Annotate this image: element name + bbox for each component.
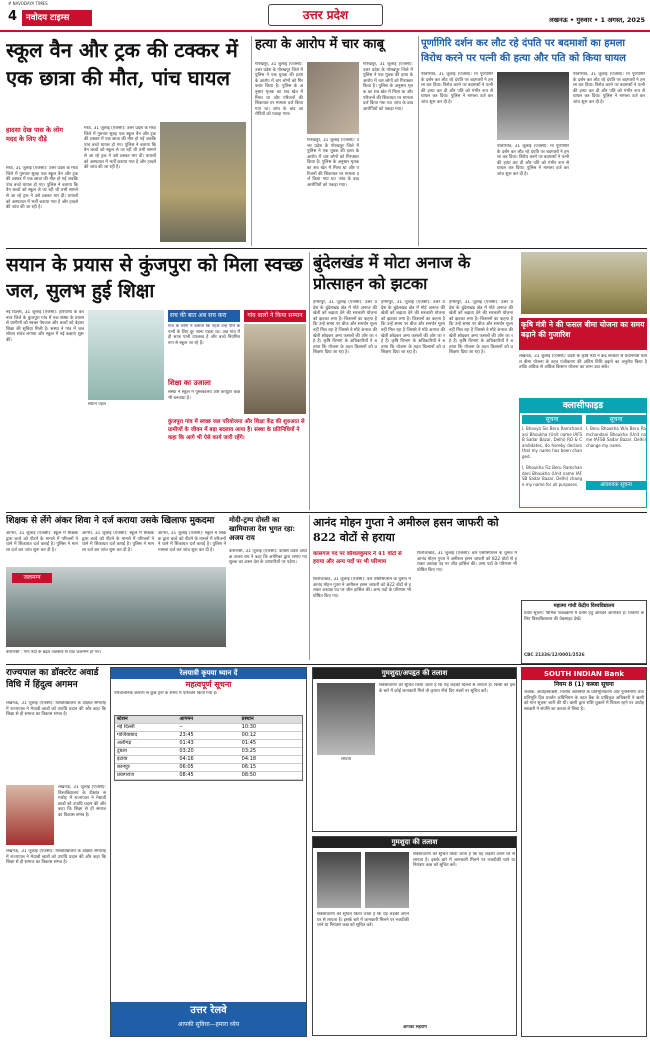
classified-entry3: I, Beru Bhoukha W/o Beru Ramchandani Bhoukha (Unit name IAFSB Sadar Bazar, Delhi) change my name. <box>586 426 646 448</box>
story7-body-col2: आगरा, 31 जुलाई (एजेंसी): स्कूल में शिक्षक द्वारा बच्चे को पीटने के मामले में परिजनों ने थाने में शिकायत दर्ज कराई है। पुलिस ने मामला दर्ज कर जांच शुरू कर दी है। <box>82 531 154 553</box>
story5-photo <box>521 252 647 314</box>
missing2-body-left: सर्वसाधारण को सूचित किया जाता है कि यह लड़की अपने घर से लापता है। इसके बारे में जानकारी मिलने पर नजदीकी थाने या नियंत्रण कक्ष को सूचित करें। <box>317 912 409 929</box>
classified-title: क्लासीफाइड <box>520 399 646 413</box>
story3-body-col2: पीलीभीत, 31 जुलाई (एजेंसी): मां पूर्णागिरि के दर्शन कर लौट रहे दंपति पर बदमाशों ने हमला कर दिया। विरोध करने पर बदमाशों ने पत्नी की हत्या कर दी और पति को गंभीर रूप से घायल कर दिया। पुलिस ने मामला दर्ज कर जांच शुरू कर दी है। <box>497 144 569 177</box>
bank-subtitle: नियम 8 (1) कब्जा सूचना <box>554 681 614 688</box>
divider <box>251 36 252 246</box>
railway-tag: आपकी सुविधा—हमारा ध्येय <box>177 1021 240 1028</box>
top-tiny: # NAVODAYA TIMES <box>8 1 48 6</box>
story2-body-col2: गोरखपुर, 31 जुलाई (एजेंसी): उत्तर प्रदेश के गोरखपुर जिले में पुलिस ने एक युवक की हत्या के आरोप में चार लोगों को गिरफ्तार किया है। पुलिस के अनुसार मृतक का शव खेत में मिला था और परिजनों की शिकायत पर मामला दर्ज किया गया था। जांच के बाद आरोपियों को पकड़ा गया। <box>307 138 359 188</box>
rule <box>6 512 647 513</box>
table-row: गाजियाबाद 23:45 00:12 <box>115 732 302 740</box>
missing2-photo-a <box>317 852 361 908</box>
classified-entry2: I, Bhoukha Fiz Beru Ramchandani Bhoukha (Unit name IAFSB Sadar Bazar, Delhi) change my name for all purposes. <box>522 465 582 487</box>
masthead <box>0 0 650 32</box>
story-murder-arrest <box>255 36 415 246</box>
story4-sidebar-body: गांव के लोगों ने बताया कि पहले उन्हें पीने के पानी के लिए दूर जाना पड़ता था। अब गांव में ही साफ पानी उपलब्ध है और बच्चे नियमित रूप से स्कूल जा रहे हैं। <box>168 324 240 346</box>
story2-body-col3: गोरखपुर, 31 जुलाई (एजेंसी): उत्तर प्रदेश के गोरखपुर जिले में पुलिस ने एक युवक की हत्या के आरोप में चार लोगों को गिरफ्तार किया है। पुलिस के अनुसार मृतक का शव खेत में मिला था और परिजनों की शिकायत पर मामला दर्ज किया गया था। जांच के बाद आरोपियों को पकड़ा गया। <box>363 62 413 112</box>
story4-body: नई दिल्ली, 31 जुलाई (एजेंसी): हरियाणा के करनाल जिले के कुंजपुरा गांव में एक संस्था के प्रयास से ग्रामीणों को स्वच्छ पेयजल और बच्चों को बेहतर शिक्षा की सुविधा मिली है। संस्था ने गांव में जल शोधन संयंत्र लगाया और स्कूल में नई कक्षाएं शुरू कीं। <box>6 310 84 343</box>
story-couple-attack <box>421 36 647 246</box>
table-row: इटावा 04:16 04:18 <box>115 756 302 764</box>
table-row: नई दिल्ली -- 10:30 <box>115 724 302 732</box>
university-body: प्रवेश सूचना: विभिन्न पाठ्यक्रमों में प्रवेश हेतु आवेदन आमंत्रित हैं। विवरण के लिए विश्वविद्यालय की वेबसाइट देखें। <box>524 611 644 622</box>
table-row: टूंडला 03:20 03:25 <box>115 748 302 756</box>
story4-highlight: कुंजपुरा गांव में स्वच्छ जल परियोजना और शिक्षा केंद्र की शुरुआत से ग्रामीणों के जीवन में बड़ा बदलाव आया है। संस्था के प्रतिनिधियों ने कहा कि आगे भी ऐसे कार्य जारी रहेंगे। <box>168 419 305 441</box>
story10-photo <box>6 785 54 845</box>
story3-body-col3: पीलीभीत, 31 जुलाई (एजेंसी): मां पूर्णागिरि के दर्शन कर लौट रहे दंपति पर बदमाशों ने हमला कर दिया। विरोध करने पर बदमाशों ने पत्नी की हत्या कर दी और पति को गंभीर रूप से घायल कर दिया। पुलिस ने मामला दर्ज कर जांच शुरू कर दी है। <box>573 72 645 105</box>
story9-headline: आनंद मोहन गुप्ता ने अमीरुल हसन जाफरी को 822 वोटों से हराया <box>313 516 499 544</box>
story4-photo <box>88 310 164 400</box>
story-van-accident <box>6 36 248 246</box>
story4-sidebar-title: सच की बात अब सच करा <box>168 310 240 322</box>
masthead-rule <box>0 30 650 32</box>
story10-headline: राज्यपाल का डॉक्टरेट अवार्ड विधि में हिंदुत्व अगमन <box>6 668 99 690</box>
story10-body-col2: लखनऊ, 31 जुलाई (एजेंसी): विश्वविद्यालय के दीक्षांत समारोह में राज्यपाल ने मेधावी छात्रों को उपाधि प्रदान की और कहा कि शिक्षा से ही समाज का विकास संभव है। <box>58 785 106 818</box>
story8-body: वाराणसी, 31 जुलाई (एजेंसी): कांग्रेस प्रदेश अध्यक्ष अजय राय ने कहा कि अमेरिका द्वारा लगाए गए शुल्क का असर देश के व्यापारियों पर पड़ेगा। <box>229 549 307 566</box>
classified-col2-label: सूचना <box>586 415 646 424</box>
divider <box>309 515 310 660</box>
story1-body: मेरठ, 31 जुलाई (एजेंसी): उत्तर प्रदेश के मेरठ जिले में गुरुवार सुबह एक स्कूल वैन और ट्रक की टक्कर में एक छात्रा की मौत हो गई जबकि पांच बच्चे घायल हो गए। पुलिस ने बताया कि वैन बच्चों को स्कूल ले जा रही थी तभी सामने से आ रहे ट्रक ने उसे टक्कर मार दी। घायलों को अस्पताल में भर्ती कराया गया है और हादसे की जांच की जा रही है। <box>6 166 78 211</box>
story9-deck: कासगंज पद पर कौशलकुमार ने 41 वोटों से हराया और अन्य पदों पर भी परिणाम <box>313 551 402 565</box>
classified-label3: आवश्यक सूचना <box>586 481 646 490</box>
classified-col1-label: सूचना <box>522 415 582 424</box>
divider <box>309 252 310 510</box>
page-number: 4 <box>8 9 18 24</box>
story7-body-col3: आगरा, 31 जुलाई (एजेंसी): स्कूल में शिक्षक द्वारा बच्चे को पीटने के मामले में परिजनों ने थाने में शिकायत दर्ज कराई है। पुलिस ने मामला दर्ज कर जांच शुरू कर दी है। <box>158 531 226 553</box>
story-millet <box>313 252 647 510</box>
story10-body: लखनऊ, 31 जुलाई (एजेंसी): विश्वविद्यालय के दीक्षांत समारोह में राज्यपाल ने मेधावी छात्रों को उपाधि प्रदान की और कहा कि शिक्षा से ही समाज का विकास संभव है। <box>6 701 106 718</box>
missing-notice-1 <box>312 667 517 832</box>
story10-body-col3: लखनऊ, 31 जुलाई (एजेंसी): विश्वविद्यालय के दीक्षांत समारोह में राज्यपाल ने मेधावी छात्रों को उपाधि प्रदान की और कहा कि शिक्षा से ही समाज का विकास संभव है। <box>6 849 106 866</box>
story-bar-election <box>313 515 518 660</box>
story9-body-col2: फिरोजाबाद, 31 जुलाई (एजेंसी): बार एसोसिएशन के चुनाव में आनंद मोहन गुप्ता ने अमीरुल हसन जाफरी को 822 वोटों से हराकर अध्यक्ष पद पर जीत हासिल की। अन्य पदों के परिणाम भी घोषित किए गए। <box>417 551 517 573</box>
railway-brand: उत्तर रेलवे <box>190 1005 227 1016</box>
story5-headline: बुंदेलखंड में मोटा अनाज के प्रोत्साहन को झटका <box>313 253 471 293</box>
story1-headline: स्कूल वैन और ट्रक की टक्कर में एक छात्रा की मौत, पांच घायल <box>6 38 238 90</box>
railway-table <box>114 715 303 781</box>
missing2-photo-b <box>365 852 409 908</box>
university-title: महात्मा गांधी केंद्रीय विश्वविद्यालय <box>553 603 615 609</box>
rule <box>6 664 647 665</box>
missing1-photo <box>317 683 375 755</box>
story6-body: लखनऊ, 31 जुलाई (एजेंसी): प्रदेश के कृषि मंत्री ने केंद्र सरकार से प्रधानमंत्री फसल बीमा योजना के तहत पंजीकरण की अंतिम तिथि बढ़ाने का अनुरोध किया है ताकि अधिक से अधिक किसान योजना का लाभ उठा सकें। <box>519 354 647 371</box>
story2-headline: हत्या के आरोप में चार काबू <box>255 37 385 52</box>
railway-title: रेलयात्री कृपया ध्यान दें <box>111 668 306 679</box>
railway-body: परिचालनिक कारणों से कुछ ट्रेनों के समय में परिवर्तन किया गया है। <box>114 691 218 696</box>
ad-bank-possession <box>521 667 647 1037</box>
bank-body: जबकि, अधोहस्ताक्षरी, वित्तीय आस्तियों के प्रतिभूतिकरण और पुनर्निर्माण तथा प्रतिभूति हित प्रवर्तन अधिनियम के तहत बैंक के प्राधिकृत अधिकारी ने ऋणी को मांग सूचना जारी की थी। ऋणी द्वारा राशि चुकाने में विफल रहने पर अधोहस्ताक्षरी ने संपत्ति का कब्जा ले लिया है। <box>524 690 646 712</box>
story-kunjpura-water <box>6 252 306 510</box>
story5-body-col3: हमीरपुर, 31 जुलाई (एजेंसी): उत्तर प्रदेश के बुंदेलखंड क्षेत्र में मोटे अनाज की खेती को बढ़ावा देने की सरकारी योजना को झटका लगा है। किसानों का कहना है कि उन्हें समय पर बीज और समर्थन मूल्य नहीं मिल रहा है जिससे वे मोटे अनाज की खेती छोड़कर अन्य फसलों की ओर जा रहे हैं। कृषि विभाग के अधिकारियों ने बताया कि योजना के तहत किसानों को प्रशिक्षण दिया जा रहा है। <box>449 300 513 356</box>
story4-headline: सयान के प्रयास से कुंजपुरा को मिला स्वच्छ जल, सुलभ हुई शिक्षा <box>6 254 303 302</box>
story7-caption: वाराणसी : गंगा नदी के बढ़ते जलस्तर से घाट जलमग्न हो गए। <box>6 650 102 655</box>
story2-photo <box>307 62 359 134</box>
story5-body-col1: हमीरपुर, 31 जुलाई (एजेंसी): उत्तर प्रदेश के बुंदेलखंड क्षेत्र में मोटे अनाज की खेती को बढ़ावा देने की सरकारी योजना को झटका लगा है। किसानों का कहना है कि उन्हें समय पर बीज और समर्थन मूल्य नहीं मिल रहा है जिससे वे मोटे अनाज की खेती छोड़कर अन्य फसलों की ओर जा रहे हैं। कृषि विभाग के अधिकारियों ने बताया कि योजना के तहत किसानों को प्रशिक्षण दिया जा रहा है। <box>313 300 377 356</box>
missing1-title: गुमशुदा/अपहृत की तलाश <box>313 668 516 679</box>
classified-ad <box>519 398 647 508</box>
story7-headline: शिक्षक से लेंगे अंकर शिवा ने दर्ज कराया उसके खिलाफ मुकदमा <box>6 516 215 526</box>
story-modi-trump <box>229 515 307 655</box>
table-row: कानपुर 06:05 06:15 <box>115 764 302 772</box>
story1-body-col2: मेरठ, 31 जुलाई (एजेंसी): उत्तर प्रदेश के मेरठ जिले में गुरुवार सुबह एक स्कूल वैन और ट्रक की टक्कर में एक छात्रा की मौत हो गई जबकि पांच बच्चे घायल हो गए। पुलिस ने बताया कि वैन बच्चों को स्कूल ले जा रही थी तभी सामने से आ रहे ट्रक ने उसे टक्कर मार दी। घायलों को अस्पताल में भर्ती कराया गया है और हादसे की जांच की जा रही है। <box>84 126 156 171</box>
table-row: प्रयागराज 08:45 08:50 <box>115 772 302 780</box>
story1-deck: हादसा देख पास के लोग मदद के लिए दौड़े <box>6 126 63 143</box>
missing2-footer: आपका सहयोग <box>403 1025 427 1030</box>
railway-table-header: स्टेशन आगमन प्रस्थान <box>115 716 302 724</box>
story2-body: गोरखपुर, 31 जुलाई (एजेंसी): उत्तर प्रदेश के गोरखपुर जिले में पुलिस ने एक युवक की हत्या के आरोप में चार लोगों को गिरफ्तार किया है। पुलिस के अनुसार मृतक का शव खेत में मिला था और परिजनों की शिकायत पर मामला दर्ज किया गया था। जांच के बाद आरोपियों को पकड़ा गया। <box>255 62 303 118</box>
classified-entry1: I, Bhavya Sis Beru Ramchandani Bhoukha (Unit name IAFSB Sadar Bazar, Delhi) RO & Candidates, do hereby declare that my name has been changed. <box>522 426 582 459</box>
ad-railway <box>110 667 307 1037</box>
story6 <box>519 318 647 508</box>
story4-sub-title: शिक्षा का उजाला <box>168 378 211 387</box>
story1-photo <box>160 122 246 242</box>
railway-subtitle: महत्वपूर्ण सूचना <box>185 680 232 689</box>
paper-name: नवोदय टाइम्स <box>22 10 92 26</box>
railway-footer <box>111 1002 306 1036</box>
story4-caption: सयान पहल <box>88 402 106 407</box>
ad-university <box>521 600 647 664</box>
edition-date: लखनऊ • गुरुवार • 1 अगस्त, 2025 <box>549 16 645 24</box>
story3-body-col1: पीलीभीत, 31 जुलाई (एजेंसी): मां पूर्णागिरि के दर्शन कर लौट रहे दंपति पर बदमाशों ने हमला कर दिया। विरोध करने पर बदमाशों ने पत्नी की हत्या कर दी और पति को गंभीर रूप से घायल कर दिया। पुलिस ने मामला दर्ज कर जांच शुरू कर दी है। <box>421 72 493 105</box>
rule <box>6 248 647 249</box>
university-ref: CBC 21336/12/0001/2526 <box>524 653 585 658</box>
table-row: अलीगढ़ 01:43 01:45 <box>115 740 302 748</box>
story5-body-col2: हमीरपुर, 31 जुलाई (एजेंसी): उत्तर प्रदेश के बुंदेलखंड क्षेत्र में मोटे अनाज की खेती को बढ़ावा देने की सरकारी योजना को झटका लगा है। किसानों का कहना है कि उन्हें समय पर बीज और समर्थन मूल्य नहीं मिल रहा है जिससे वे मोटे अनाज की खेती छोड़कर अन्य फसलों की ओर जा रहे हैं। कृषि विभाग के अधिकारियों ने बताया कि योजना के तहत किसानों को प्रशिक्षण दिया जा रहा है। <box>381 300 445 356</box>
missing2-title: गुमशुदा की तलाश <box>313 837 516 848</box>
story6-headline: कृषि मंत्री ने की फसल बीमा योजना का समय बढ़ाने की गुजारिश <box>519 318 647 350</box>
missing-notice-2 <box>312 836 517 1036</box>
photo-caption-tag: जलमग्न <box>12 573 52 583</box>
story7-body-col1: आगरा, 31 जुलाई (एजेंसी): स्कूल में शिक्षक द्वारा बच्चे को पीटने के मामले में परिजनों ने थाने में शिकायत दर्ज कराई है। पुलिस ने मामला दर्ज कर जांच शुरू कर दी है। <box>6 531 78 553</box>
missing1-name: लापता <box>340 757 352 762</box>
story8-headline: मोदी-ट्रम्प दोस्ती का खामियाजा देश भुगत रहा: अजय राय <box>229 515 296 542</box>
story4-tag: गांव वालों ने किया सम्मान <box>244 310 306 322</box>
section-label: उत्तर प्रदेश <box>268 4 383 26</box>
missing2-body: सर्वसाधारण को सूचित किया जाता है कि यह लड़की अपने घर से लापता है। इसके बारे में जानकारी मिलने पर नजदीकी थाने या नियंत्रण कक्ष को सूचित करें। <box>413 852 515 869</box>
bank-title: SOUTH INDIAN Bank <box>522 668 646 680</box>
story4-photo2 <box>244 324 306 414</box>
story-governor-doctorate <box>6 667 106 1037</box>
story-teacher-case <box>6 515 226 650</box>
story4-sub-body: संस्था ने स्कूल में पुस्तकालय और कंप्यूटर कक्ष भी बनवाया है। <box>168 390 240 401</box>
story9-body-col1: फिरोजाबाद, 31 जुलाई (एजेंसी): बार एसोसिएशन के चुनाव में आनंद मोहन गुप्ता ने अमीरुल हसन जाफरी को 822 वोटों से हराकर अध्यक्ष पद पर जीत हासिल की। अन्य पदों के परिणाम भी घोषित किए गए। <box>313 577 411 599</box>
story7-photo <box>6 567 226 647</box>
story3-photo <box>497 72 569 140</box>
story3-headline: पूर्णागिरि दर्शन कर लौट रहे दंपति पर बदमाशों का हमला विरोध करने पर पत्नी की हत्या और पति को किया घायल <box>421 38 626 64</box>
divider <box>418 36 419 246</box>
missing1-body: सर्वसाधारण को सूचित किया जाता है कि यह लड़की दिल्ली से लापता है। किसी को इसके बारे में कोई जानकारी मिले तो कृपया नीचे दिए नंबरों पर सूचित करें। <box>379 683 515 694</box>
